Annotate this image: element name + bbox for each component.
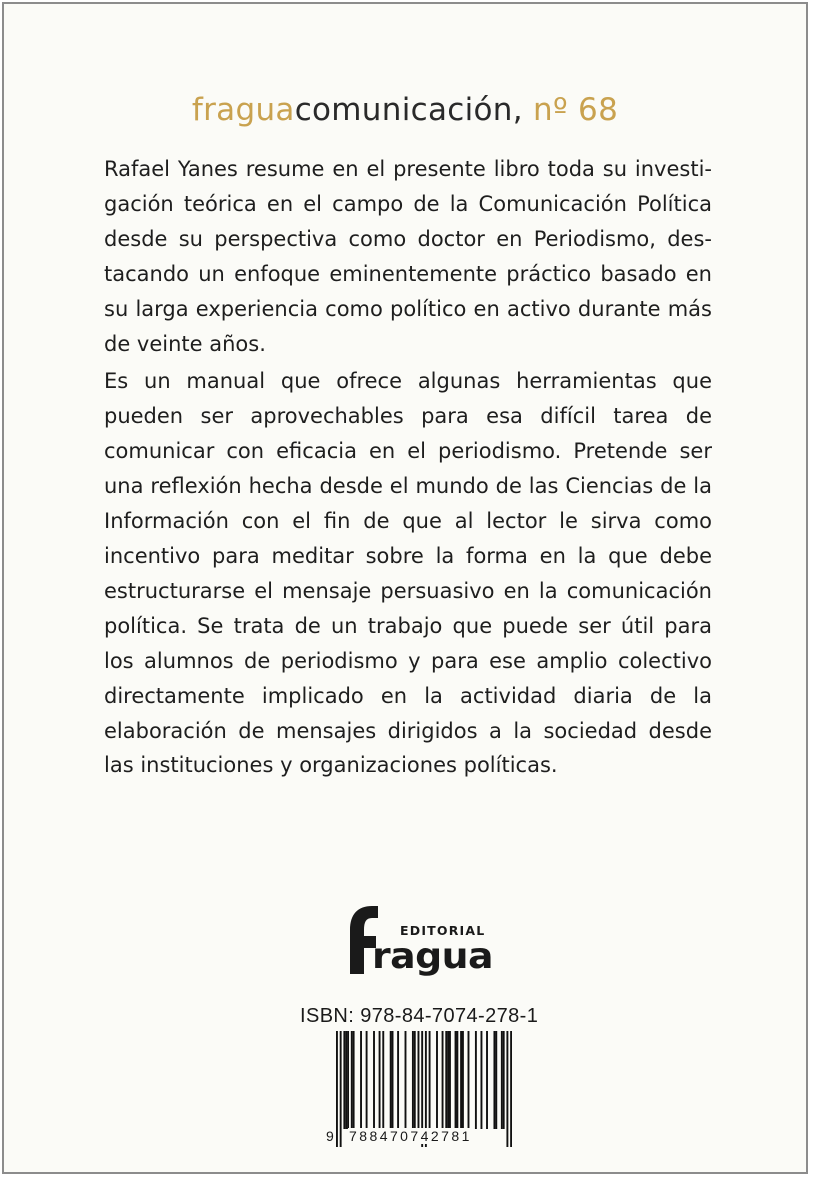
barcode-bar (336, 1031, 338, 1147)
blurb-paragraph-2: Es un manual que ofrece algunas herramientas que pueden ser aprovechables para esa difícil tarea de comunicar con eficacia en el periodismo. Pretende ser una reflexión hecha desde el mundo de las Ciencias de la Información con el fin de que al lector le sirva como incentivo para meditar sobre la forma en la que debe estructurarse el mensaje persuasivo en la comunicación política. Se trata de un trabajo que puede ser útil para los alumnos de periodismo y para ese amplio colectivo directamente implicado en la actividad diaria de la elaboración de mensajes dirigidos a la sociedad desde las instituciones y organizaciones políticas. (104, 369, 712, 778)
series-number: nº 68 (533, 92, 619, 128)
barcode-bar (353, 1031, 355, 1129)
publisher-logo (344, 902, 494, 982)
barcode-bar (366, 1031, 368, 1129)
series-brand: fragua (191, 92, 295, 128)
barcode-bar (347, 1031, 349, 1129)
barcode-bar (429, 1031, 431, 1129)
barcode-bar (360, 1031, 362, 1129)
barcode-bar (436, 1031, 438, 1129)
barcode-bar (442, 1031, 444, 1129)
barcode-bar (456, 1031, 458, 1129)
barcode-bar (447, 1031, 449, 1129)
barcode-bar (468, 1031, 470, 1129)
barcode-bar (495, 1031, 497, 1129)
barcode-bar (501, 1031, 503, 1129)
barcode-bar (382, 1031, 384, 1129)
logo-wordmark: ragua (372, 936, 494, 977)
barcode-bar (392, 1031, 394, 1129)
barcode-bar (455, 1031, 457, 1129)
series-title (4, 92, 806, 128)
barcode-bar (379, 1031, 381, 1129)
barcode-bar (475, 1031, 477, 1129)
barcode-bar (462, 1031, 464, 1129)
barcode-bar (445, 1031, 447, 1129)
barcode-bar (481, 1031, 483, 1129)
barcode-bar (373, 1031, 375, 1129)
blurb (104, 152, 712, 786)
barcode-bar (486, 1031, 488, 1129)
barcode-bar (340, 1031, 342, 1147)
blurb-paragraph-1: Rafael Yanes resume en el presente libro toda su investigación teórica en el campo de la Comunicación Política desde su perspectiva como doctor en Periodismo, destacando un enfoque eminentemente práctico basado en su larga experiencia como político en activo durante más de veinte años. (104, 157, 712, 356)
barcode-bar (510, 1031, 512, 1147)
barcode-bar (506, 1031, 508, 1147)
barcode-bar (460, 1031, 462, 1129)
barcode-bar (345, 1031, 347, 1129)
logo-editorial-label: EDITORIAL (400, 923, 486, 938)
barcode-bar (493, 1031, 495, 1129)
barcode-bar (503, 1031, 505, 1129)
series-name: comunicación, (294, 92, 523, 128)
barcode-bar (397, 1031, 399, 1129)
barcode-first-digit: 9 (326, 1128, 334, 1144)
barcode-bar (343, 1031, 345, 1129)
barcode-bar (418, 1031, 420, 1129)
back-cover (2, 2, 808, 1174)
barcode-bar (412, 1031, 414, 1129)
barcode-bar (351, 1031, 353, 1129)
barcode-bar (390, 1031, 392, 1129)
barcode-bar (405, 1031, 407, 1129)
barcode-bar (449, 1031, 451, 1129)
barcode-bar (414, 1031, 416, 1129)
barcode-digits: 788470742781 (349, 1128, 472, 1144)
isbn-label: ISBN: 978-84-7074-278-1 (300, 1005, 539, 1027)
